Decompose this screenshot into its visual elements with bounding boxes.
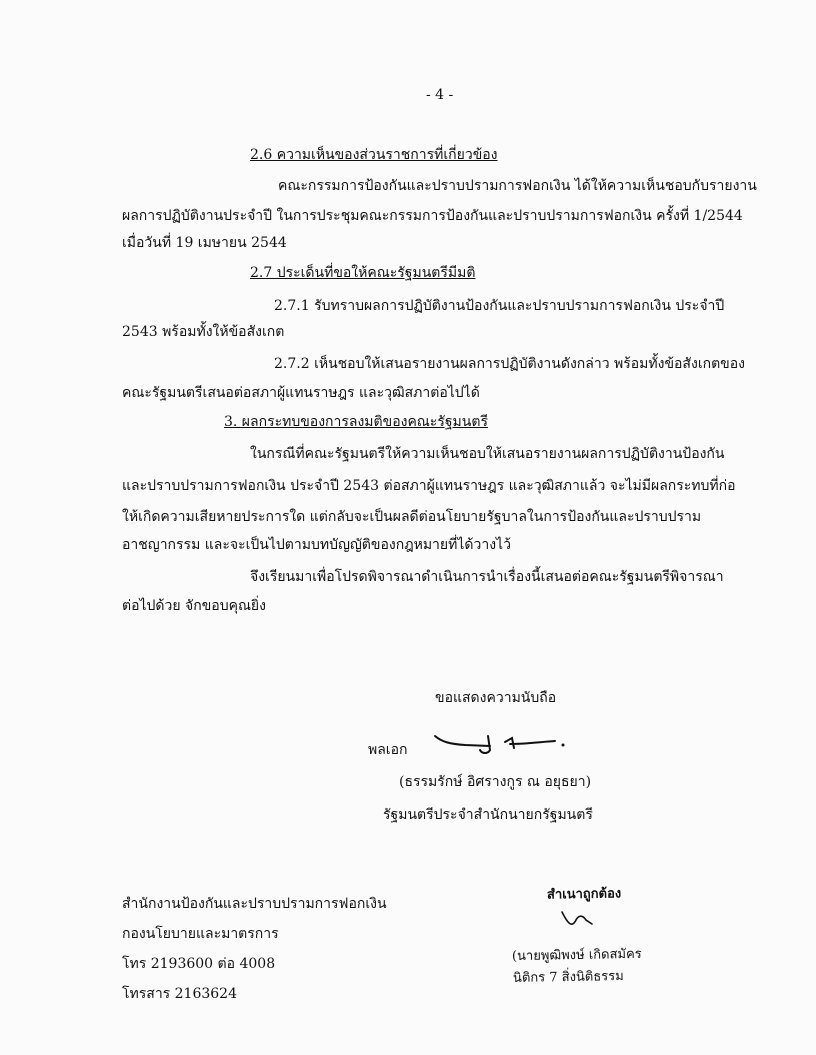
certification-title: สำเนาถูกต้อง [546, 886, 622, 903]
footer-phone: โทร 2193600 ต่อ 4008 [122, 956, 276, 972]
signer-name: (ธรรมรักษ์ อิศรางกูร ณ อยุธยา) [399, 774, 592, 790]
section-2-6-line-1: คณะกรรมการป้องกันและปราบปรามการฟอกเงิน ได้ให้ความเห็นชอบกับรายงาน [278, 178, 757, 194]
closing-line-1: จึงเรียนมาเพื่อโปรดพิจารณาดำเนินการนำเรื่องนี้เสนอต่อคณะรัฐมนตรีพิจารณา [250, 569, 724, 585]
certification-signature [556, 906, 596, 932]
item-2-7-1-line-2: 2543 พร้อมทั้งให้ข้อสังเกต [122, 324, 285, 340]
section-2-7-title: 2.7 ประเด็นที่ขอให้คณะรัฐมนตรีมีมติ [250, 265, 476, 281]
certification-name: (นายพูฒิพงษ์ เกิดสมัคร [511, 946, 642, 965]
footer-office: สำนักงานป้องกันและปราบปรามการฟอกเงิน [122, 896, 387, 912]
section-3-title: 3. ผลกระทบของการลงมติของคณะรัฐมนตรี [224, 414, 488, 430]
page-number: - 4 - [426, 87, 454, 103]
item-2-7-1-line-1: 2.7.1 รับทราบผลการปฏิบัติงานป้องกันและปราบปรามการฟอกเงิน ประจำปี [274, 298, 725, 314]
certification-position: นิติกร 7 สิ่งนิติธรรม [512, 969, 624, 986]
signer-position: รัฐมนตรีประจำสำนักนายกรัฐมนตรี [383, 807, 593, 823]
section-3-line-4: อาชญากรรม และจะเป็นไปตามบทบัญญัติของกฎหมายที่ได้วางไว้ [122, 537, 511, 553]
signature-image [430, 728, 580, 758]
section-2-6-line-2: ผลการปฏิบัติงานประจำปี ในการประชุมคณะกรรมการป้องกันและปราบปรามการฟอกเงิน ครั้งที่ 1/2544 [122, 208, 743, 224]
item-2-7-2-line-2: คณะรัฐมนตรีเสนอต่อสภาผู้แทนราษฎร และวุฒิสภาต่อไปได้ [122, 385, 480, 401]
section-3-line-1: ในกรณีที่คณะรัฐมนตรีให้ความเห็นชอบให้เสนอรายงานผลการปฏิบัติงานป้องกัน [250, 446, 725, 462]
signer-rank: พลเอก [368, 742, 408, 758]
footer-division: กองนโยบายและมาตรการ [122, 926, 279, 942]
closing-line-2: ต่อไปด้วย จักขอบคุณยิ่ง [122, 598, 266, 614]
section-3-line-2: และปราบปรามการฟอกเงิน ประจำปี 2543 ต่อสภาผู้แทนราษฎร และวุฒิสภาแล้ว จะไม่มีผลกระทบที่ก่อ [122, 478, 736, 494]
footer-fax: โทรสาร 2163624 [122, 986, 237, 1002]
section-2-6-line-3: เมื่อวันที่ 19 เมษายน 2544 [122, 235, 287, 251]
regards: ขอแสดงความนับถือ [435, 690, 557, 706]
section-3-line-3: ให้เกิดความเสียหายประการใด แต่กลับจะเป็นผลดีต่อนโยบายรัฐบาลในการป้องกันและปราบปราม [122, 509, 702, 525]
section-2-6-title: 2.6 ความเห็นของส่วนราชการที่เกี่ยวข้อง [250, 147, 498, 163]
item-2-7-2-line-1: 2.7.2 เห็นชอบให้เสนอรายงานผลการปฏิบัติงานดังกล่าว พร้อมทั้งข้อสังเกตของ [274, 356, 745, 372]
